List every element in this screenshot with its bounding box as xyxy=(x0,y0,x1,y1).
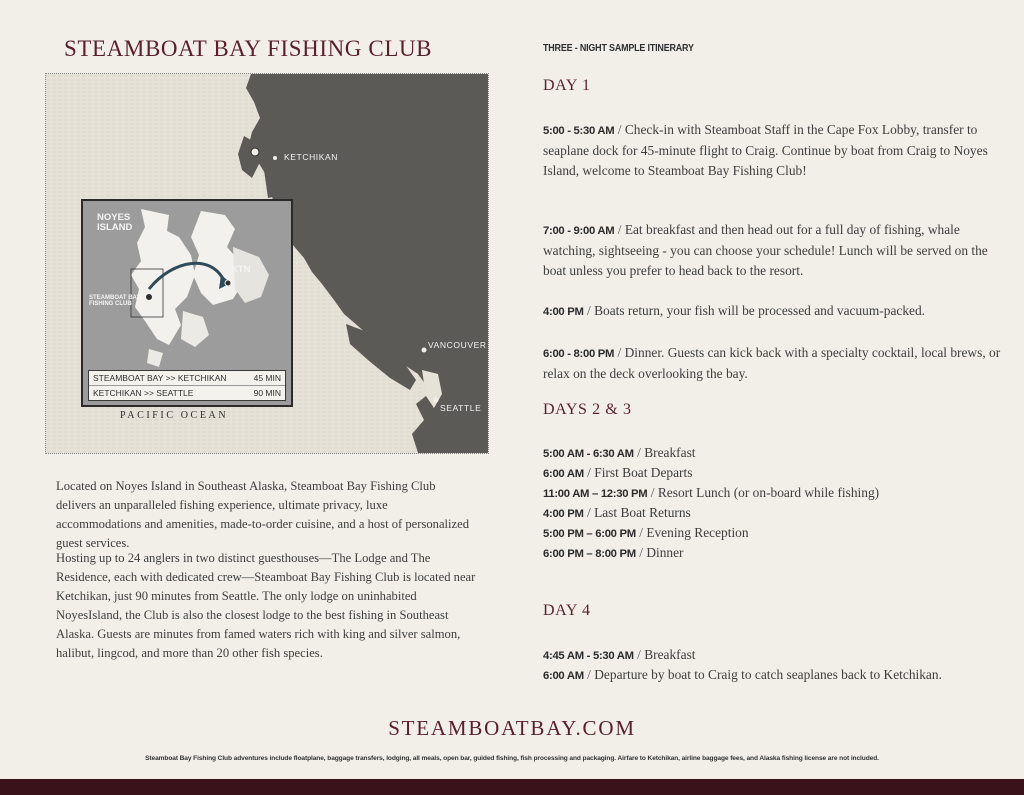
vancouver-label: VANCOUVER xyxy=(428,340,487,350)
footer-disclaimer: Steamboat Bay Fishing Club adventures include floatplane, baggage transfers, lodging, all meals, open bar, guided fishing, fish processing and packaging. Airfare to Ketchikan, airline baggage fees, and Alaska fishing license are not included. xyxy=(145,755,879,762)
entry-time: 6:00 - 8:00 PM xyxy=(543,348,615,360)
itinerary-header: THREE - NIGHT SAMPLE ITINERARY xyxy=(543,42,694,54)
entry-text: Evening Reception xyxy=(646,525,749,540)
separator: / xyxy=(637,647,641,662)
ktn-marker xyxy=(225,280,231,286)
entry-time: 4:00 PM xyxy=(543,508,584,520)
entry-time: 4:00 PM xyxy=(543,306,584,318)
itinerary-entry xyxy=(543,120,1003,180)
inset-map xyxy=(81,199,293,407)
ktn-label: KTN xyxy=(231,264,251,275)
itinerary-entry xyxy=(543,483,1003,504)
entry-text: Last Boat Returns xyxy=(594,505,691,520)
separator: / xyxy=(587,465,591,480)
travel-row xyxy=(89,371,285,385)
ketchikan-marker xyxy=(251,148,259,156)
separator: / xyxy=(617,122,622,137)
region-map xyxy=(45,73,489,454)
entry-text: Check-in with Steamboat Staff in the Cape Fox Lobby, transfer to seaplane dock for 45-minute flight to Craig. Continue by boat from Craig to Noyes Island, welcome to Steamboat Bay Fishing Club! xyxy=(543,122,988,178)
entry-text: Eat breakfast and then head out for a full day of fishing, whale watching, sightseeing - you can choose your schedule! Lunch will be served on the boat unless you prefer to head back to the resort. xyxy=(543,222,988,278)
intro-paragraph-1: Located on Noyes Island in Southeast Alaska, Steamboat Bay Fishing Club delivers an unparalleled fishing experience, ultimate privacy, luxe accommodations and amenities, made-to-order cuisine, and a host of personalized guest services. xyxy=(56,479,470,550)
separator: / xyxy=(586,505,591,520)
ketchikan-label: KETCHIKAN xyxy=(284,152,339,162)
travel-times-table xyxy=(88,370,286,401)
entry-text: First Boat Departs xyxy=(594,465,693,480)
separator: / xyxy=(650,485,655,500)
entry-time: 5:00 PM – 6:00 PM xyxy=(543,528,636,540)
noyes-island-label: NOYES ISLAND xyxy=(97,212,133,233)
itinerary-entry xyxy=(543,343,1003,384)
entry-time: 4:45 AM - 5:30 AM xyxy=(543,650,634,662)
travel-row xyxy=(89,385,285,400)
separator: / xyxy=(639,545,643,560)
entry-time: 7:00 - 9:00 AM xyxy=(543,225,615,237)
separator: / xyxy=(617,345,622,360)
day-1-title: DAY 1 xyxy=(543,77,591,94)
travel-duration: 90 MIN xyxy=(253,388,281,398)
entry-text: Boats return, your fish will be processed and vacuum-packed. xyxy=(594,303,926,318)
entry-time: 6:00 PM – 8:00 PM xyxy=(543,548,636,560)
separator: / xyxy=(587,667,591,682)
website-link[interactable]: STEAMBOATBAY.COM xyxy=(388,716,636,740)
entry-text: Breakfast xyxy=(644,647,696,662)
entry-text: Departure by boat to Craig to catch seaplanes back to Ketchikan. xyxy=(594,667,942,682)
days-2-3-title: DAYS 2 & 3 xyxy=(543,401,632,418)
entry-time: 11:00 AM – 12:30 PM xyxy=(543,488,648,500)
itinerary-entry xyxy=(543,301,1003,322)
itinerary-entry xyxy=(543,645,1003,666)
itinerary-entry xyxy=(543,220,1003,280)
itinerary-entry xyxy=(543,443,1003,464)
page-title: STEAMBOAT BAY FISHING CLUB xyxy=(64,36,433,61)
day-4-title: DAY 4 xyxy=(543,602,591,619)
entry-time: 5:00 - 5:30 AM xyxy=(543,125,615,137)
entry-time: 5:00 AM - 6:30 AM xyxy=(543,448,634,460)
separator: / xyxy=(637,445,641,460)
club-label: STEAMBOAT BAY FISHING CLUB xyxy=(89,295,141,308)
entry-text: Breakfast xyxy=(644,445,696,460)
entry-text: Resort Lunch (or on-board while fishing) xyxy=(657,485,880,500)
travel-route: STEAMBOAT BAY >> KETCHIKAN xyxy=(93,373,227,383)
itinerary-entry xyxy=(543,503,1003,524)
seattle-label: SEATTLE xyxy=(440,403,482,413)
travel-route: KETCHIKAN >> SEATTLE xyxy=(93,388,194,398)
club-marker xyxy=(146,294,153,301)
vancouver-marker xyxy=(422,348,427,353)
intro-paragraph-2: Hosting up to 24 anglers in two distinct guesthouses—The Lodge and The Residence, each with dedicated crew—Steamboat Bay Fishing Club is located near Ketchikan, just 90 minutes from Seattle. The only lodge on uninhabited NoyesIsland, the Club is also the closest lodge to the best fishing in Southeast Alaska. Guests are minutes from famed waters rich with king and silver salmon, halibut, lingcod, and more than 20 other fish species. xyxy=(56,551,476,660)
seattle-marker xyxy=(434,398,439,403)
itinerary-entry xyxy=(543,523,1003,544)
separator: / xyxy=(617,222,622,237)
entry-text: Dinner xyxy=(646,545,684,560)
entry-text: Dinner. Guests can kick back with a specialty cocktail, local brews, or relax on the deck overlooking the bay. xyxy=(543,345,1001,382)
separator: / xyxy=(586,303,591,318)
itinerary-entry xyxy=(543,543,1003,564)
travel-duration: 45 MIN xyxy=(253,373,281,383)
itinerary-entry xyxy=(543,665,1003,686)
itinerary-entry xyxy=(543,463,1003,484)
entry-time: 6:00 AM xyxy=(543,468,584,480)
pacific-ocean-label: PACIFIC OCEAN xyxy=(120,410,229,421)
bottom-bar xyxy=(0,779,1024,795)
separator: / xyxy=(639,525,643,540)
entry-time: 6:00 AM xyxy=(543,670,584,682)
